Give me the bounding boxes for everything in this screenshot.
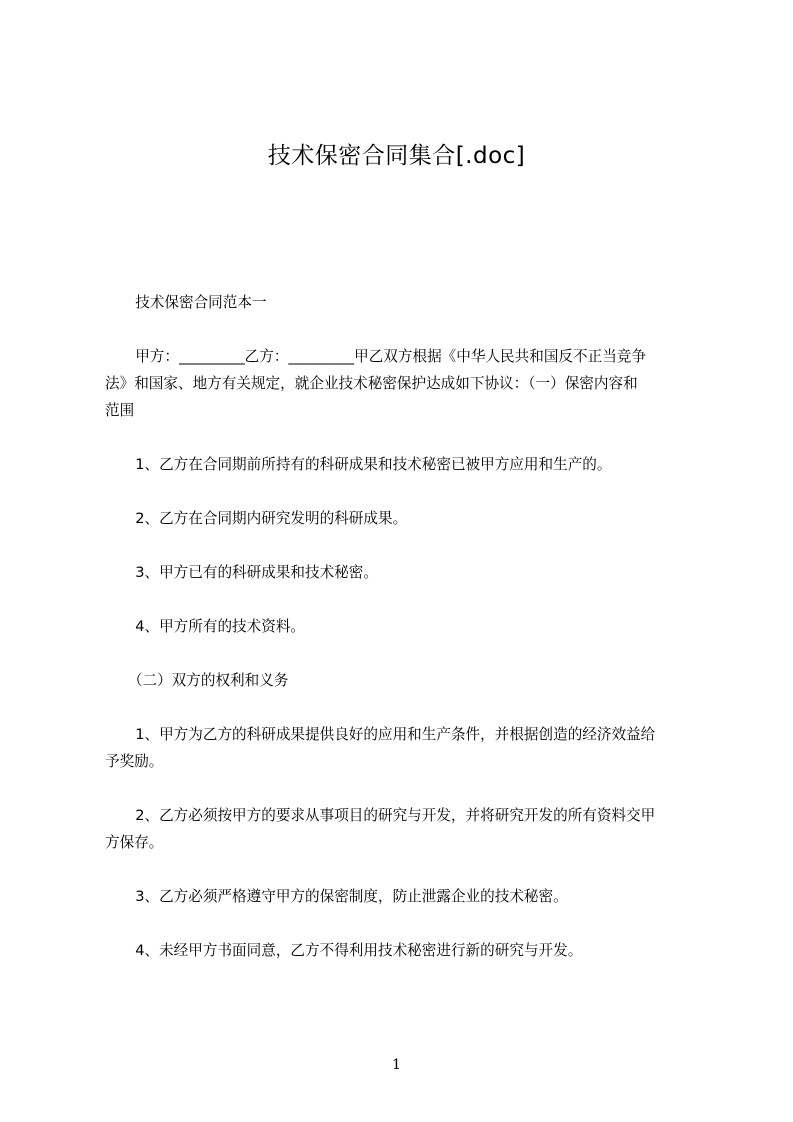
paragraph-line: 2、乙方必须按甲方的要求从事项目的研究与开发，并将研究开发的所有资料交甲: [106, 807, 656, 824]
page-number: 1: [392, 1057, 401, 1073]
paragraph-line: 3、乙方必须严格遵守甲方的保密制度，防止泄露企业的技术秘密。: [106, 888, 568, 905]
paragraph-line: 方保存。: [105, 834, 164, 851]
clause-2: [106, 505, 726, 532]
section-heading-rights: [106, 667, 726, 694]
rights-clause-2: [106, 802, 726, 856]
clause-4: [106, 613, 726, 640]
paragraph-line: 范围: [105, 402, 135, 419]
paragraph-line: 4、甲方所有的技术资料。: [106, 618, 306, 635]
paragraph-line: 2、乙方在合同期内研究发明的科研成果。: [106, 510, 408, 527]
paragraph-line: 甲方：_________乙方：_________甲乙双方根据《中华人民共和国反不正当竞争: [106, 348, 646, 365]
paragraph-line: 3、甲方已有的科研成果和技术秘密。: [106, 564, 378, 581]
rights-clause-1: [106, 721, 726, 775]
document-title: 技术保密合同集合[.doc]: [267, 143, 526, 169]
paragraph-line: 1、乙方在合同期前所持有的科研成果和技术秘密已被甲方应用和生产的。: [106, 456, 612, 473]
paragraph-line: 1、甲方为乙方的科研成果提供良好的应用和生产条件，并根据创造的经济效益给: [106, 726, 656, 743]
paragraph-line: 予奖励。: [105, 753, 164, 770]
paragraph-line: 4、未经甲方书面同意，乙方不得利用技术秘密进行新的研究与开发。: [106, 942, 583, 959]
paragraph-line: 技术保密合同范本一: [106, 294, 267, 311]
paragraph-line: 法》和国家、地方有关规定，就企业技术秘密保护达成如下协议：（一）保密内容和: [105, 375, 638, 392]
rights-clause-4: [106, 937, 726, 964]
contract-heading: [106, 289, 726, 316]
rights-clause-3: [106, 883, 726, 910]
clause-3: [106, 559, 726, 586]
parties-paragraph: [106, 343, 726, 424]
paragraph-line: （二）双方的权利和义务: [106, 672, 289, 689]
clause-1: [106, 451, 726, 478]
